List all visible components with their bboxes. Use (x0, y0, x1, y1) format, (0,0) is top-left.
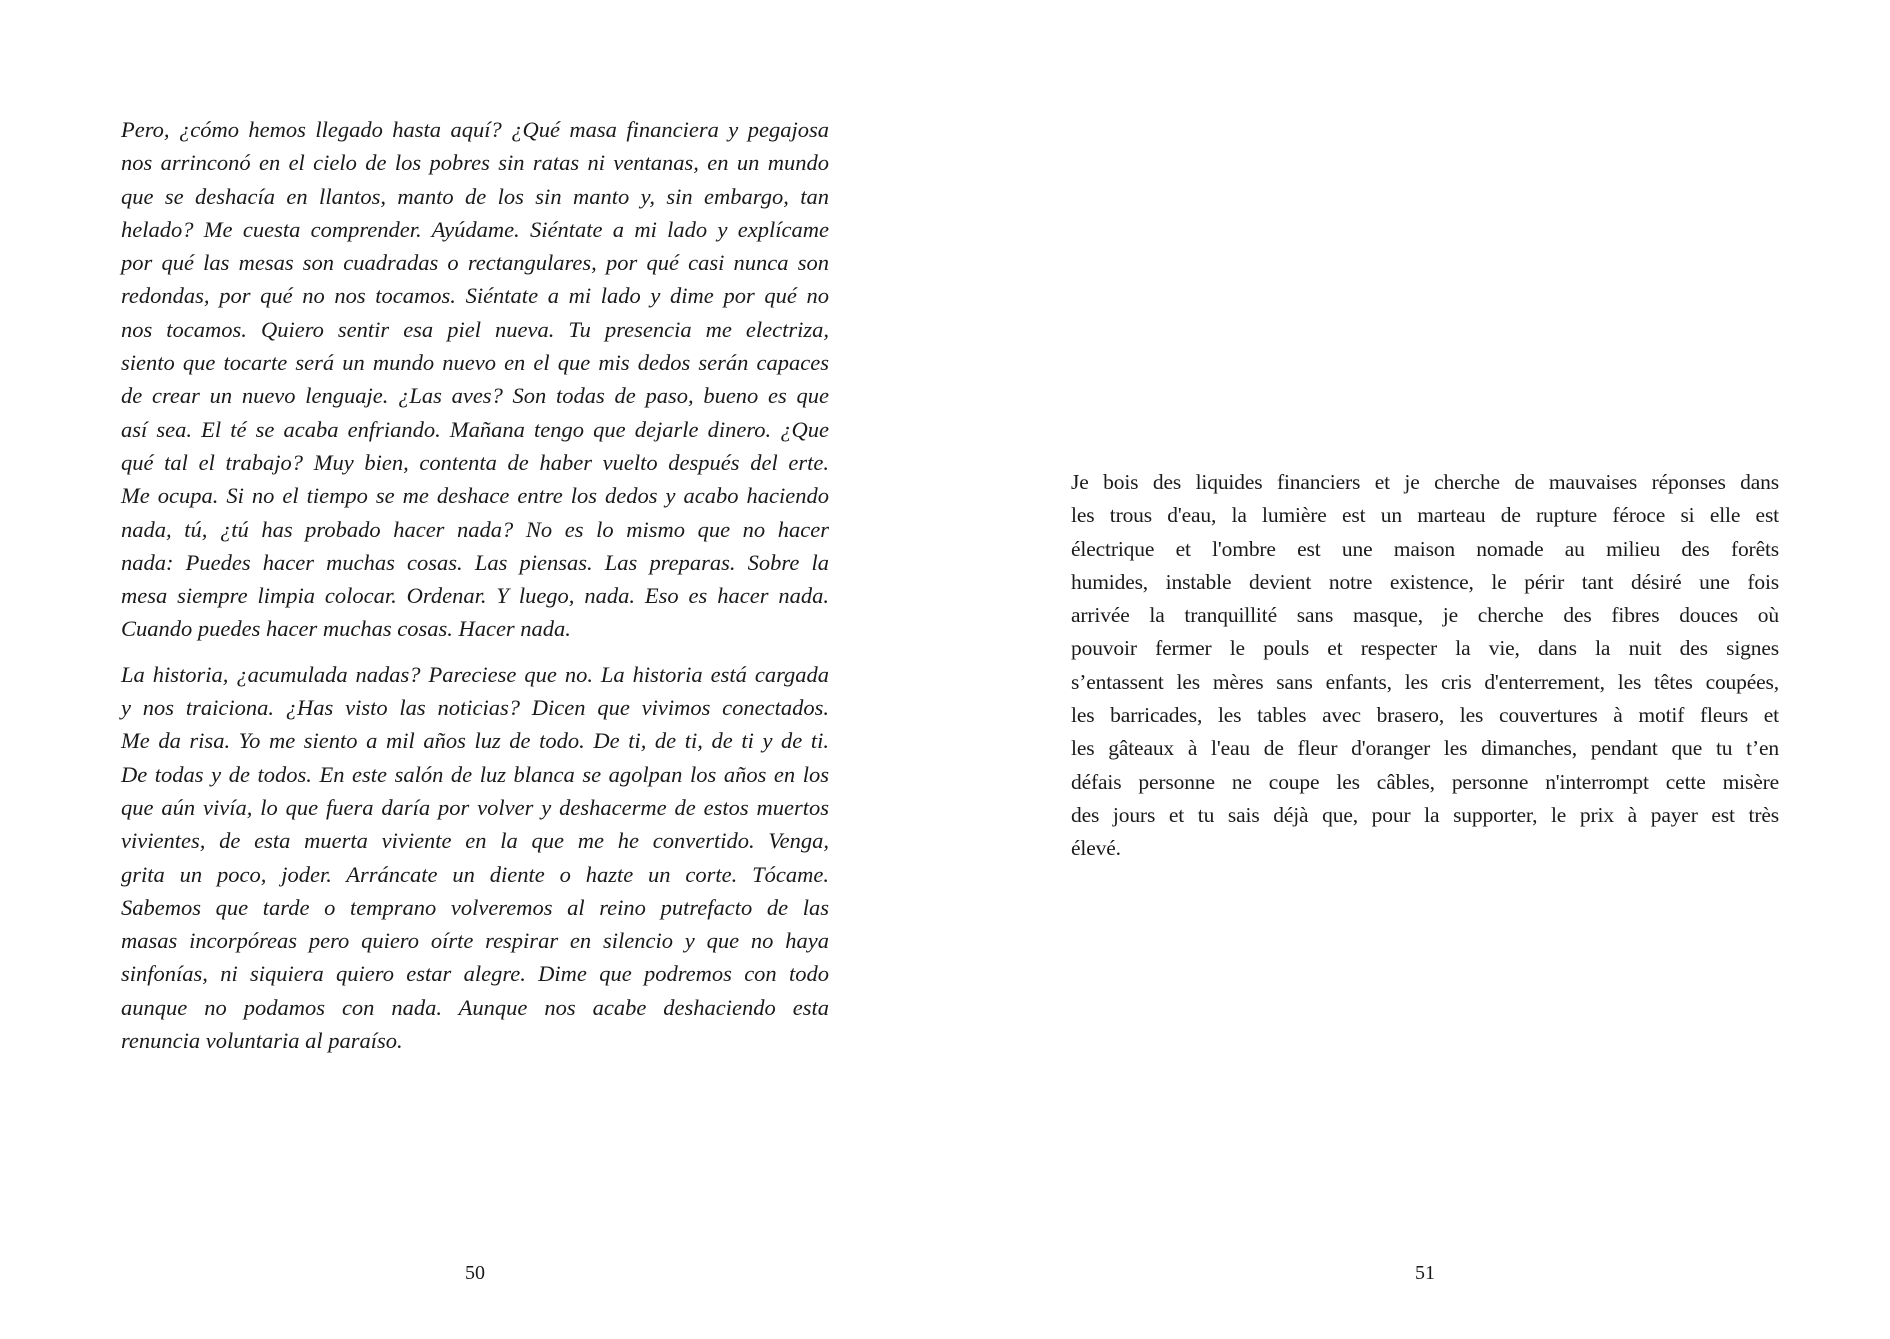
text-line: masas incorpóreas pero quiero oírte respirar en silencio y que no haya (121, 928, 829, 954)
text-line: helado? Me cuesta comprender. Ayúdame. Siéntate a mi lado y explícame (121, 216, 829, 242)
right-page-text (1071, 466, 1779, 866)
text-line: humides, instable devient notre existence, le périr tant désiré une fois (1071, 569, 1779, 594)
text-line: Cuando puedes hacer muchas cosas. Hacer nada. (121, 616, 571, 642)
text-line: nos arrinconó en el cielo de los pobres sin ratas ni ventanas, en un mundo (121, 150, 829, 176)
text-line: vivientes, de esta muerta viviente en la que me he convertido. Venga, (121, 828, 829, 854)
text-line: qué tal el trabajo? Muy bien, contenta de haber vuelto después del erte. (121, 449, 829, 475)
text-line: redondas, por qué no nos tocamos. Siéntate a mi lado y dime por qué no (121, 283, 829, 309)
text-line: les trous d'eau, la lumière est un marteau de rupture féroce si elle est (1071, 503, 1779, 528)
text-line: y nos traiciona. ¿Has visto las noticias? Dicen que vivimos conectados. (121, 695, 829, 721)
text-line: así sea. El té se acaba enfriando. Mañana tengo que dejarle dinero. ¿Que (121, 416, 829, 442)
text-line: Pero, ¿cómo hemos llegado hasta aquí? ¿Qué masa financiera y pegajosa (121, 117, 829, 142)
text-line: défais personne ne coupe les câbles, personne n'interrompt cette misère (1071, 769, 1779, 794)
text-line: des jours et tu sais déjà que, pour la supporter, le prix à payer est très (1071, 802, 1779, 827)
page-number: 51 (1415, 1262, 1435, 1284)
page-number: 50 (465, 1262, 485, 1284)
paragraph (121, 113, 829, 646)
text-line: mesa siempre limpia colocar. Ordenar. Y luego, nada. Eso es hacer nada. (121, 583, 829, 609)
text-line: por qué las mesas son cuadradas o rectangulares, por qué casi nunca son (121, 250, 829, 276)
text-line: s’entassent les mères sans enfants, les cris d'enterrement, les têtes coupées, (1071, 669, 1779, 694)
text-line: Sabemos que tarde o temprano volveremos al reino putrefacto de las (121, 894, 829, 920)
left-page-text (121, 113, 829, 1057)
text-line: Je bois des liquides financiers et je cherche de mauvaises réponses dans (1071, 470, 1779, 494)
text-line: que se deshacía en llantos, manto de los sin manto y, sin embargo, tan (121, 183, 829, 209)
text-line: nada, tú, ¿tú has probado hacer nada? No es lo mismo que no hacer (121, 516, 829, 542)
text-line: que aún vivía, lo que fuera daría por volver y deshacerme de estos muertos (121, 794, 829, 820)
text-line: aunque no podamos con nada. Aunque nos acabe deshaciendo esta (121, 994, 829, 1020)
text-line: Me da risa. Yo me siento a mil años luz de todo. De ti, de ti, de ti y de ti. (121, 728, 829, 754)
text-line: La historia, ¿acumulada nadas? Pareciese que no. La historia está cargada (121, 661, 829, 687)
right-page (945, 0, 1890, 1339)
text-line: de crear un nuevo lenguaje. ¿Las aves? Son todas de paso, bueno es que (121, 383, 829, 409)
text-line: De todas y de todos. En este salón de luz blanca se agolpan los años en los (121, 761, 829, 787)
text-line: les barricades, les tables avec brasero, les couvertures à motif fleurs et (1071, 703, 1779, 728)
text-line: pouvoir fermer le pouls et respecter la vie, dans la nuit des signes (1071, 636, 1779, 661)
text-line: Me ocupa. Si no el tiempo se me deshace entre los dedos y acabo haciendo (121, 483, 829, 509)
text-line: siento que tocarte será un mundo nuevo en el que mis dedos serán capaces (121, 350, 829, 376)
text-line: électrique et l'ombre est une maison nomade au milieu des forêts (1071, 536, 1779, 561)
paragraph (121, 658, 829, 1058)
text-line: nos tocamos. Quiero sentir esa piel nueva. Tu presencia me electriza, (121, 316, 829, 342)
text-line: les gâteaux à l'eau de fleur d'oranger les dimanches, pendant que tu t’en (1071, 736, 1779, 761)
text-line: arrivée la tranquillité sans masque, je cherche des fibres douces où (1071, 603, 1779, 628)
paragraph (1071, 466, 1779, 866)
text-line: renuncia voluntaria al paraíso. (121, 1028, 403, 1054)
text-line: grita un poco, joder. Arráncate un diente o hazte un corte. Tócame. (121, 861, 829, 887)
text-line: nada: Puedes hacer muchas cosas. Las piensas. Las preparas. Sobre la (121, 549, 829, 575)
text-line: élevé. (1071, 836, 1121, 861)
text-line: sinfonías, ni siquiera quiero estar alegre. Dime que podremos con todo (121, 961, 829, 987)
